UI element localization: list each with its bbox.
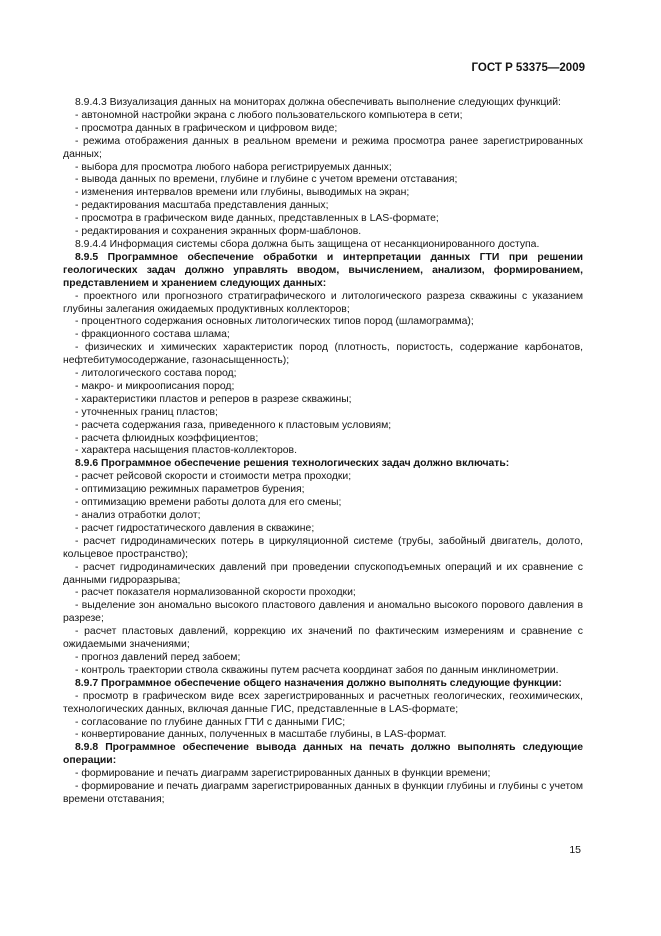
list-item: - расчета содержания газа, приведенного к пластовым условиям; xyxy=(75,419,392,431)
section-8-9-6-list xyxy=(63,471,583,678)
list-item: - просмотр в графическом виде всех зарегистрированных и расчетных геологических, геохимических, технологических данных, включая данные ГИС, представленные в LAS-формате; xyxy=(63,690,583,715)
section-8-9-4-3-list xyxy=(63,110,583,239)
list-item: - фракционного состава шлама; xyxy=(75,329,230,341)
list-item: - согласование по глубине данных ГТИ с данными ГИС; xyxy=(75,716,346,728)
document-body xyxy=(63,97,583,807)
section-8-9-6-heading: 8.9.6 Программное обеспечение решения технологических задач должно включать: xyxy=(75,458,510,470)
section-8-9-7-list xyxy=(63,691,583,743)
list-item: - проектного или прогнозного стратиграфического и литологического разреза скважины с указанием глубины залегания ожидаемых продуктивных коллекторов; xyxy=(63,290,583,315)
list-item: - просмотра в графическом виде данных, представленных в LAS-формате; xyxy=(75,213,439,225)
list-item: - формирование и печать диаграмм зарегистрированных данных в функции глубины и глубины с учетом времени отставания; xyxy=(63,781,583,805)
list-item: - контроль траектории ствола скважины путем расчета координат забоя по данным инклинометрии. xyxy=(75,664,559,676)
section-8-9-5-heading: 8.9.5 Программное обеспечение обработки и интерпретации данных ГТИ при решении геологических задач должно управлять вводом, вычислением, анализом, формированием, представлением и хранением следующих данных: xyxy=(63,251,583,289)
list-item: - уточненных границ пластов; xyxy=(75,406,218,418)
list-item: - редактирования и сохранения экранных форм-шаблонов. xyxy=(75,226,362,238)
list-item: - конвертирование данных, полученных в масштабе глубины, в LAS-формат. xyxy=(75,729,447,741)
section-8-9-4-3-intro: 8.9.4.3 Визуализация данных на мониторах должна обеспечивать выполнение следующих функций: xyxy=(75,97,561,108)
list-item: - расчет гидродинамических потерь в циркуляционной системе (трубы, забойный двигатель, долото, кольцевое пространство); xyxy=(63,535,583,560)
section-8-9-8-heading: 8.9.8 Программное обеспечение вывода данных на печать должно выполнять следующие операции: xyxy=(63,742,583,767)
list-item: - макро- и микроописания пород; xyxy=(75,380,235,392)
list-item: - физических и химических характеристик пород (плотность, пористость, содержание карбонатов, нефтебитумосодержание, газонасыщенность); xyxy=(63,342,583,367)
list-item: - расчет гидродинамических давлений при проведении спускоподъемных операций и их сравнение с данными гидроразрыва; xyxy=(63,561,583,586)
list-item: - режима отображения данных в реальном времени и режима просмотра ранее зарегистрированных данных; xyxy=(63,135,583,160)
list-item: - расчет гидростатического давления в скважине; xyxy=(75,522,315,534)
list-item: - характера насыщения пластов-коллекторов. xyxy=(75,445,297,457)
list-item: - оптимизацию режимных параметров бурения; xyxy=(75,484,305,496)
section-8-9-5-list xyxy=(63,291,583,459)
document-header: ГОСТ Р 53375—2009 xyxy=(471,62,585,74)
section-8-9-7-heading: 8.9.7 Программное обеспечение общего назначения должно выполнять следующие функции: xyxy=(75,677,562,689)
list-item: - изменения интервалов времени или глубины, выводимых на экран; xyxy=(75,187,410,199)
list-item: - формирование и печать диаграмм зарегистрированных данных в функции времени; xyxy=(75,768,491,780)
list-item: - оптимизацию времени работы долота для его смены; xyxy=(75,497,342,509)
list-item: - расчет показателя нормализованной скорости проходки; xyxy=(75,587,356,599)
list-item: - прогноз давлений перед забоем; xyxy=(75,651,241,663)
list-item: - расчет пластовых давлений, коррекцию их значений по фактическим измерениям и сравнение с ожидаемыми значениями; xyxy=(63,626,583,651)
section-8-9-4-4-text: 8.9.4.4 Информация системы сбора должна быть защищена от несанкционированного доступа. xyxy=(75,238,540,250)
section-8-9-8-list xyxy=(63,768,583,807)
list-item: - вывода данных по времени, глубине и глубине с учетом времени отставания; xyxy=(75,174,458,186)
list-item: - редактирования масштаба представления данных; xyxy=(75,200,329,212)
list-item: - анализ отработки долот; xyxy=(75,510,201,521)
list-item: - литологического состава пород; xyxy=(75,368,237,380)
list-item: - расчет рейсовой скорости и стоимости метра проходки; xyxy=(75,471,352,483)
page-number: 15 xyxy=(569,844,581,856)
list-item: - характеристики пластов и реперов в разрезе скважины; xyxy=(75,393,352,405)
list-item: - просмотра данных в графическом и цифровом виде; xyxy=(75,122,338,134)
list-item: - автономной настройки экрана с любого пользовательского компьютера в сети; xyxy=(75,109,463,121)
list-item: - выделение зон аномально высокого пластового давления и аномально высокого порового давления в разрезе; xyxy=(63,600,583,625)
list-item: - выбора для просмотра любого набора регистрируемых данных; xyxy=(75,161,392,173)
list-item: - процентного содержания основных литологических типов пород (шламограмма); xyxy=(75,316,474,328)
list-item: - расчета флюидных коэффициентов; xyxy=(75,432,259,444)
